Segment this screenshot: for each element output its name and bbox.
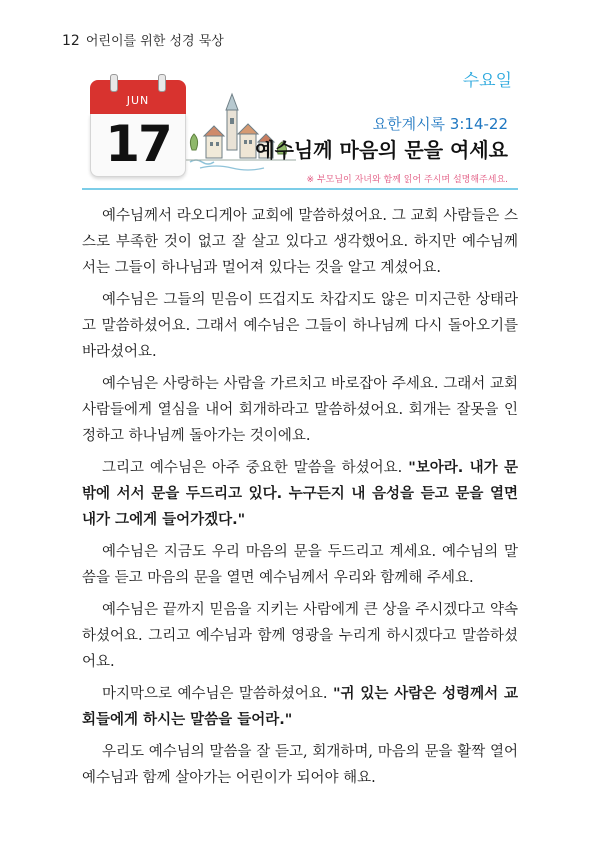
parent-note: ※ 부모님이 자녀와 함께 읽어 주시며 설명해주세요. xyxy=(306,175,508,185)
calendar-month: JUN xyxy=(126,94,150,107)
page-number: 12 xyxy=(62,33,80,49)
body-text xyxy=(82,203,518,797)
paragraph xyxy=(82,203,518,281)
paragraph-text: 예수님은 지금도 우리 마음의 문을 두드리고 계세요. 예수님의 말씀을 듣고 마음의 문을 열면 예수님께서 우리와 함께해 주세요. xyxy=(82,544,518,586)
paragraph-text: 우리도 예수님의 말씀을 잘 듣고, 회개하며, 마음의 문을 활짝 열어 예수님과 함께 살아가는 어린이가 되어야 해요. xyxy=(82,744,518,786)
paragraph xyxy=(82,597,518,675)
weekday: 수요일 xyxy=(462,71,512,91)
calendar-day: 17 xyxy=(105,115,171,173)
paragraph-text: 예수님은 끝까지 믿음을 지키는 사람에게 큰 상을 주시겠다고 약속하셨어요. 그리고 예수님과 함께 영광을 누리게 하시겠다고 말씀하셨어요. xyxy=(82,602,518,670)
paragraph-text: 예수님은 그들의 믿음이 뜨겁지도 차갑지도 않은 미지근한 상태라고 말씀하셨어요. 그래서 예수님은 그들이 하나님께 다시 돌아오기를 바라셨어요. xyxy=(82,292,518,360)
paragraph xyxy=(82,681,518,733)
paragraph xyxy=(82,539,518,591)
paragraph xyxy=(82,371,518,449)
calendar-icon xyxy=(90,74,186,178)
page-title: 예수님께 마음의 문을 여세요 xyxy=(255,138,508,162)
scripture-reference: 요한계시록 3:14-22 xyxy=(372,115,508,133)
paragraph xyxy=(82,455,518,533)
paragraph xyxy=(82,287,518,365)
quote-emphasis: "귀 있는 사람은 성령께서 교회들에게 하시는 말씀을 들어라." xyxy=(82,686,518,728)
paragraph xyxy=(82,739,518,791)
paragraph-text: 예수님께서 라오디게아 교회에 말씀하셨어요. 그 교회 사람들은 스스로 부족한 것이 없고 잘 살고 있다고 생각했어요. 하지만 예수님께서는 그들이 하나님과 멀어져 있다는 것을 알고 계셨어요. xyxy=(82,208,518,276)
divider xyxy=(82,188,518,190)
calendar-ring-right xyxy=(158,74,166,92)
paragraph-text: 마지막으로 예수님은 말씀하셨어요. xyxy=(102,686,333,702)
running-header xyxy=(62,30,224,49)
paragraph-text: 예수님은 사랑하는 사람을 가르치고 바로잡아 주세요. 그래서 교회 사람들에게 열심을 내어 회개하라고 말씀하셨어요. 회개는 잘못을 인정하고 하나님께 돌아가는 것이에요. xyxy=(82,376,518,444)
book-title: 어린이를 위한 성경 묵상 xyxy=(85,34,224,49)
quote-emphasis: "보아라. 내가 문 밖에 서서 문을 두드리고 있다. 누구든지 내 음성을 듣고 문을 열면 내가 그에게 들어가겠다." xyxy=(82,460,519,528)
paragraph-text: 그리고 예수님은 아주 중요한 말씀을 하셨어요. xyxy=(102,460,409,476)
calendar-ring-left xyxy=(110,74,118,92)
